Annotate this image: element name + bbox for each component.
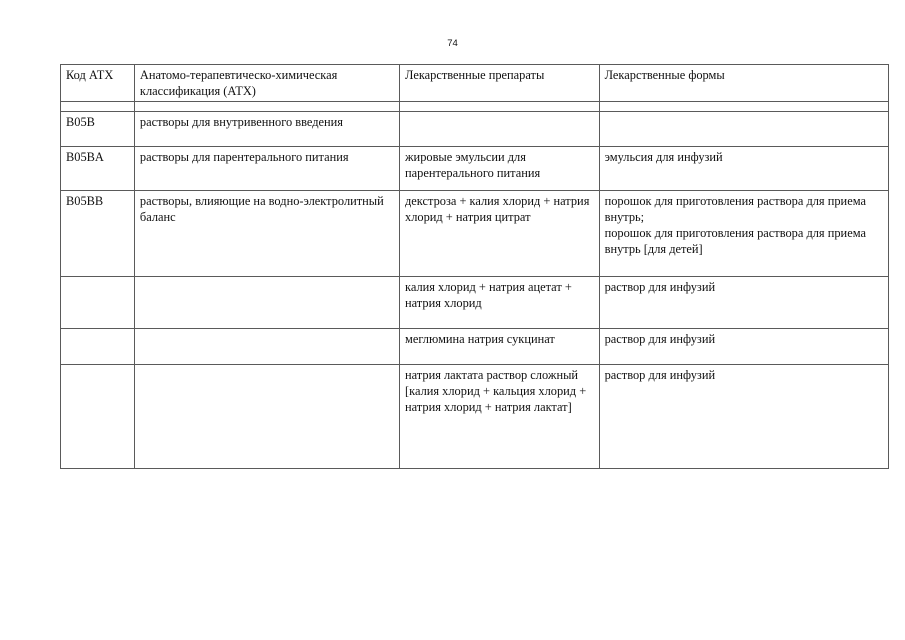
cell-classification [134, 365, 399, 469]
header-forms-label: Лекарственные формы [604, 68, 725, 82]
cell-forms [599, 112, 888, 147]
cell-classification [134, 329, 399, 365]
table-row [61, 112, 889, 147]
cell-drug: меглюмина натрия сукцинат [400, 329, 600, 365]
cell-classification: растворы для внутривенного введения [134, 112, 399, 147]
cell-forms [599, 277, 888, 329]
cell-drug: жировые эмульсии для парентерального питания [400, 147, 600, 191]
cell-code [61, 365, 135, 469]
cell-code: B05B [61, 112, 135, 147]
page-number: 74 [447, 38, 458, 49]
header-drugs: Лекарственные препараты [400, 65, 600, 102]
cell-code [61, 329, 135, 365]
atc-table [60, 64, 889, 469]
form-item: эмульсия для инфузий [604, 150, 723, 164]
cell-code [61, 277, 135, 329]
cell-code: B05BA [61, 147, 135, 191]
drug-line: натрия лактата раствор сложный [405, 368, 579, 382]
header-forms [599, 65, 888, 102]
cell-forms [599, 147, 888, 191]
drug-line: [калия хлорид + кальция хлорид + натрия хлорид + натрия лактат] [405, 384, 587, 414]
table-header-row [61, 65, 889, 102]
cell-drug: калия хлорид + натрия ацетат + натрия хлорид [400, 277, 600, 329]
form-item: раствор для инфузий [604, 280, 716, 294]
table-row [61, 277, 889, 329]
form-item: раствор для инфузий [604, 332, 716, 346]
cell-classification: растворы для парентерального питания [134, 147, 399, 191]
table-row [61, 329, 889, 365]
header-code: Код АТХ [61, 65, 135, 102]
cell-forms [599, 191, 888, 277]
form-item: порошок для приготовления раствора для приема внутрь [для детей] [604, 226, 866, 256]
table-row [61, 191, 889, 277]
cell-classification [134, 277, 399, 329]
form-item: раствор для инфузий [604, 368, 716, 382]
cell-code: B05BB [61, 191, 135, 277]
header-classification: Анатомо-терапевтическо-химическая классификация (АТХ) [134, 65, 399, 102]
table-row [61, 365, 889, 469]
cell-drug [400, 112, 600, 147]
cell-drug: декстроза + калия хлорид + натрия хлорид + натрия цитрат [400, 191, 600, 277]
cell-forms [599, 329, 888, 365]
cell-drug [400, 365, 600, 469]
table-spacer-row [61, 102, 889, 112]
cell-forms [599, 365, 888, 469]
table-row [61, 147, 889, 191]
cell-classification: растворы, влияющие на водно-электролитный баланс [134, 191, 399, 277]
form-item: порошок для приготовления раствора для приема внутрь; [604, 194, 866, 224]
